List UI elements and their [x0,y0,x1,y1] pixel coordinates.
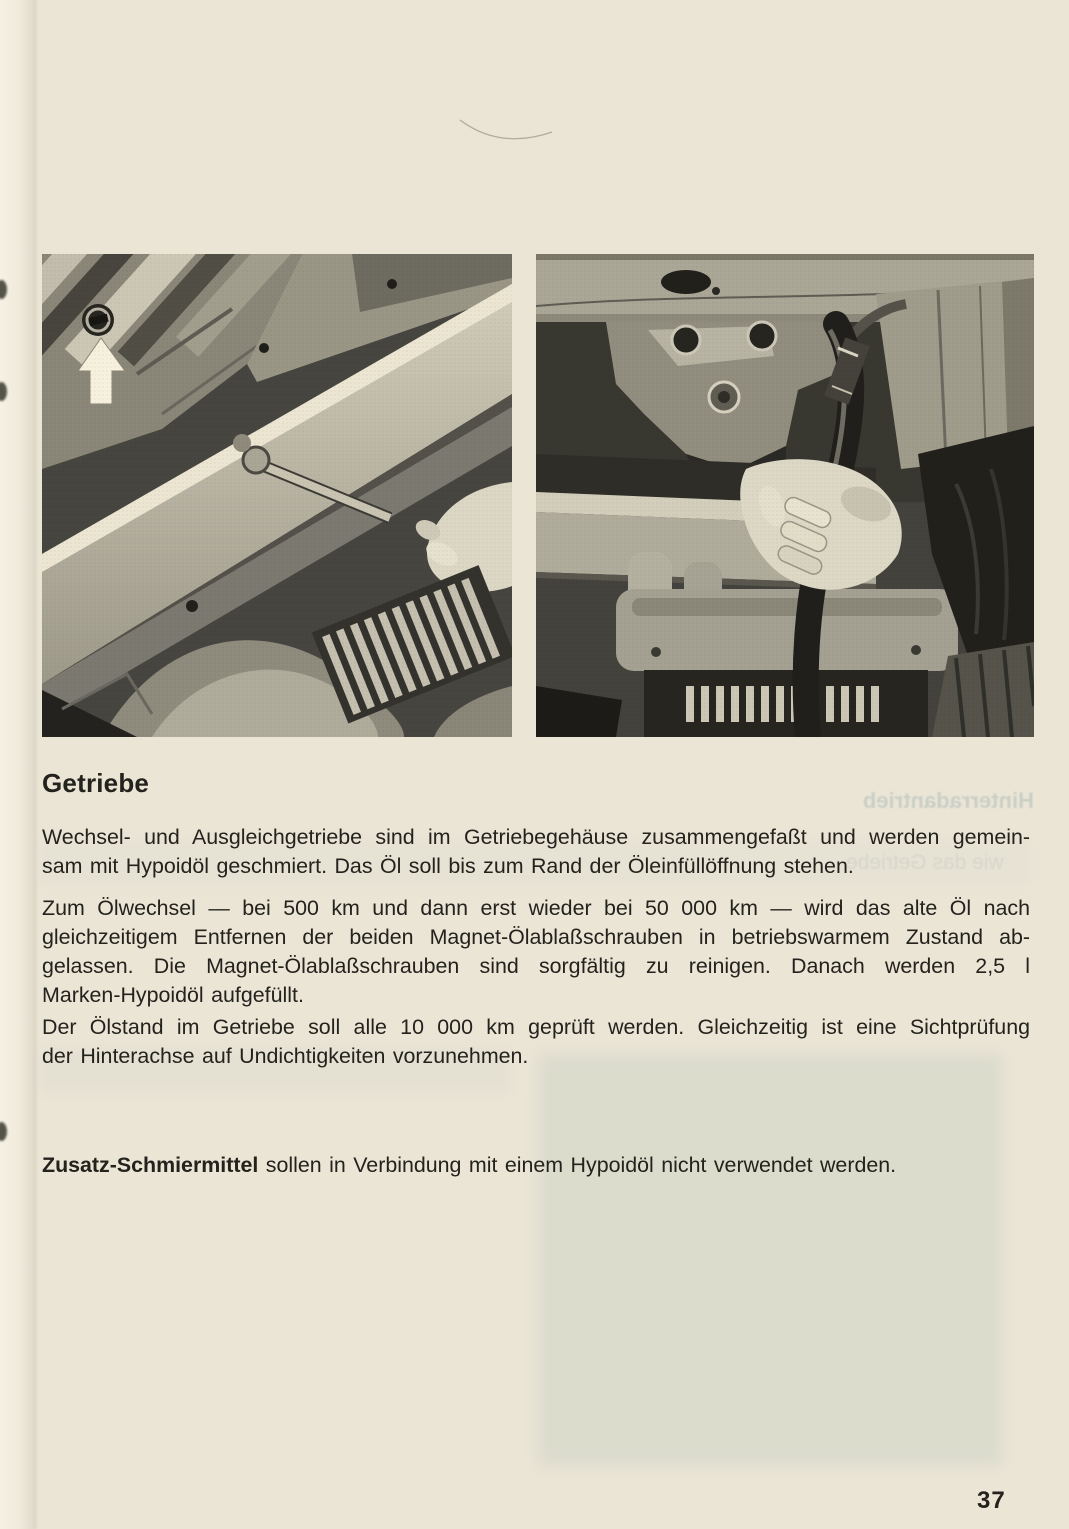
showthrough-heading: Hinterradantrieb [862,788,1034,813]
page-number: 37 [977,1487,1006,1514]
binding-crease [33,0,37,1529]
text-line: Wechsel- und Ausgleichgetriebe sind im Getriebegehäuse zusammengefaßt und werden gemein- [42,825,1030,849]
paragraph [42,1013,1030,1071]
paper-edge [0,0,36,1529]
note-paragraph [42,1151,1030,1180]
text-line: der Hinterachse auf Undichtigkeiten vorzunehmen. [42,1044,529,1068]
text-line: Marken-Hypoidöl aufgefüllt. [42,983,304,1007]
scan-hair-artifact [452,108,562,152]
text-line: gelassen. Die Magnet-Ölablaßschrauben sind sorgfältig zu reinigen. Danach werden 2,5 l [42,954,1030,978]
section-heading: Getriebe [42,768,150,798]
text-line: sam mit Hypoidöl geschmiert. Das Öl soll bis zum Rand der Öleinfüllöffnung stehen. [42,854,854,878]
text-line: gleichzeitigem Entfernen der beiden Magnet-Ölablaßschrauben in betriebswarmem Zustand ab- [42,925,1030,949]
photo-right-oil-filling [536,254,1034,737]
paragraph [42,823,1030,881]
showthrough-line: wie das Getriebe [846,851,1004,874]
paragraph [42,894,1030,1010]
text-line: Zum Ölwechsel — bei 500 km und dann erst wieder bei 50 000 km — wird das alte Öl nach [42,896,1030,920]
note-text: sollen in Verbindung mit einem Hypoidöl nicht verwendet werden. [258,1153,897,1177]
showthrough-block [538,1054,1002,1466]
note-bold-lead: Zusatz-Schmiermittel [42,1153,259,1177]
text-line: Der Ölstand im Getriebe soll alle 10 000 km geprüft werden. Gleichzeitig ist eine Sichtprüfung [42,1015,1030,1039]
photo-left-drain-plug [42,254,512,737]
